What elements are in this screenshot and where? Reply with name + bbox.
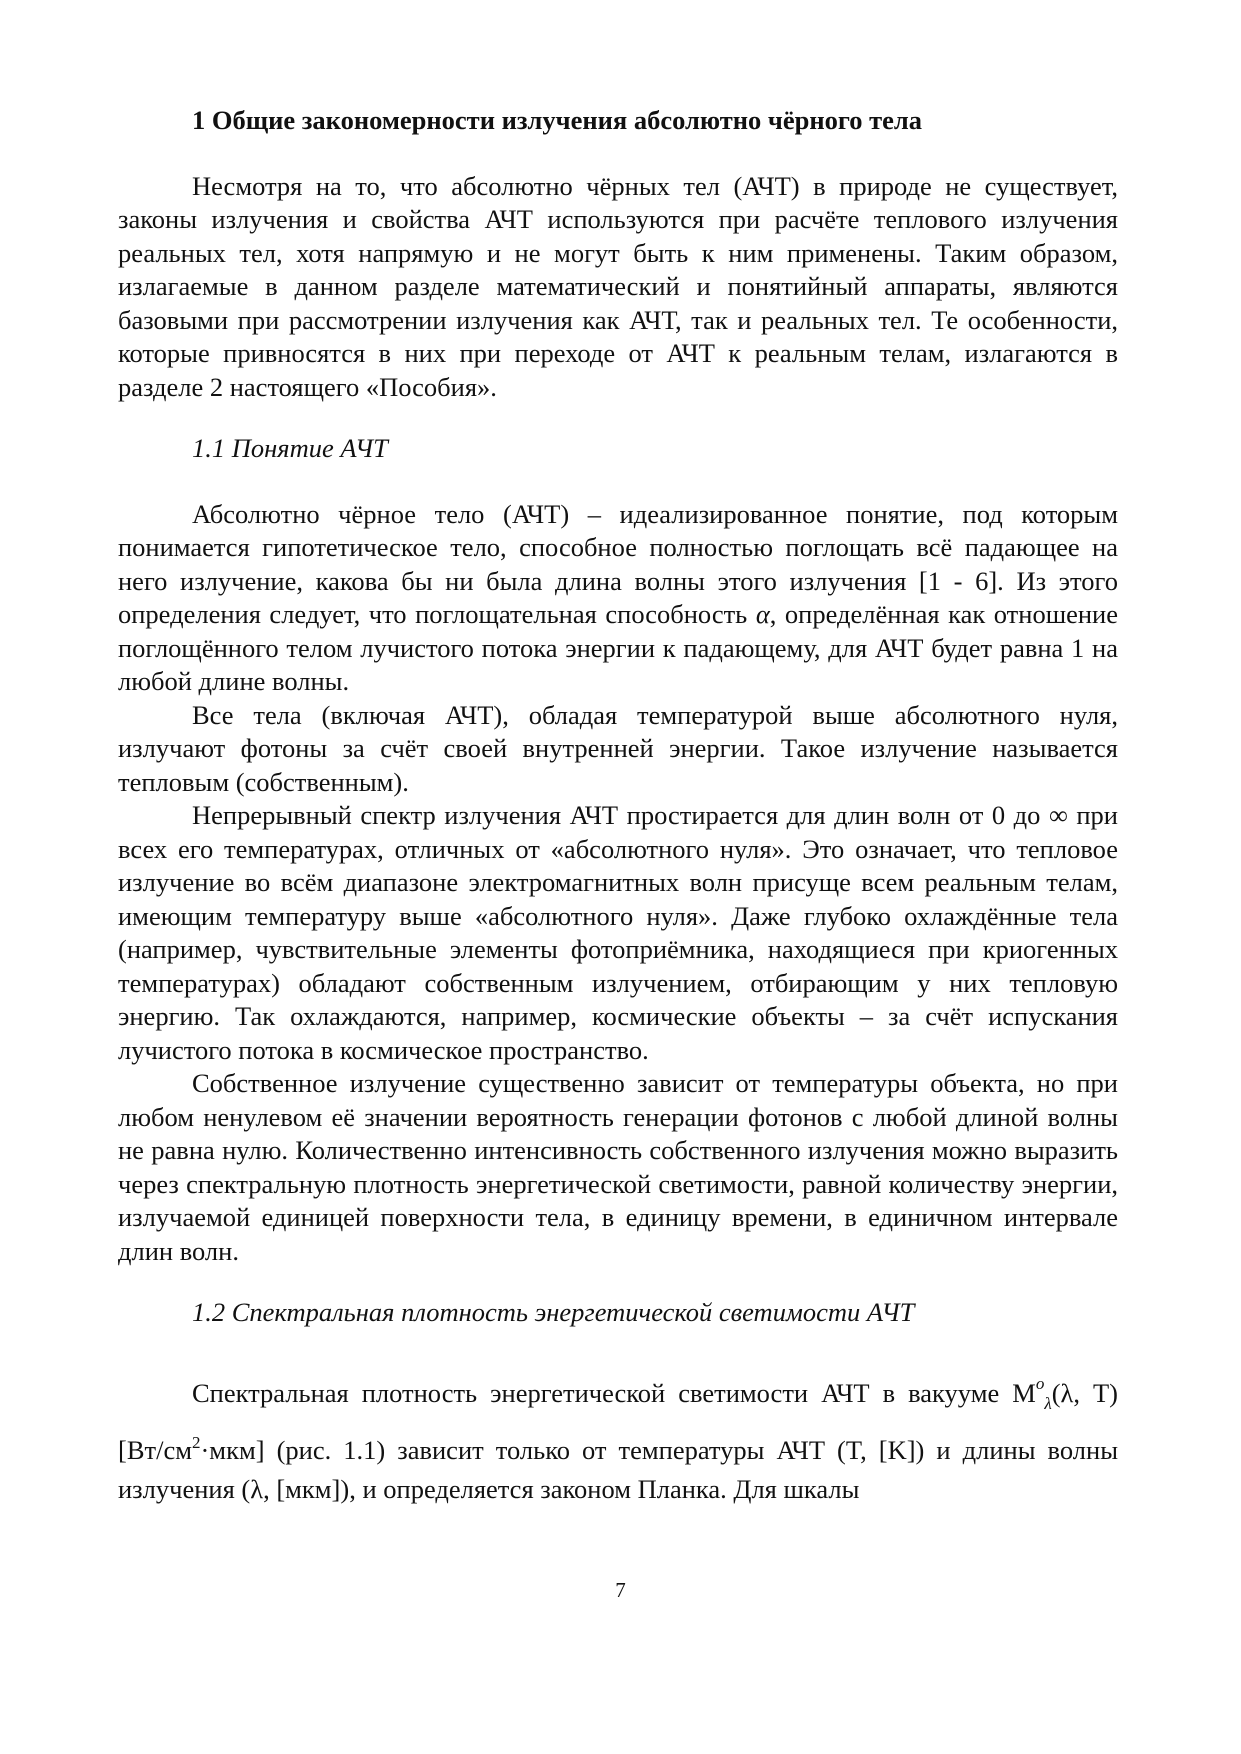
definition-text-end: , определённая как отношение поглощённого телом лучистого потока энергии к падающему, для АЧТ будет равна 1 на любой длине волны. (118, 599, 1118, 696)
paragraph-continuous-spectrum: Непрерывный спектр излучения АЧТ простирается для длин волн от 0 до ∞ при всех его температурах, отличных от «абсолютного нуля». Это означает, что тепловое излучение во всём диапазоне электромагнитных волн присуще всем реальным телам, имеющим температуру выше «абсолютного нуля». Даже глубоко охлаждённые тела (например, чувствительные элементы фотоприёмника, находящиеся при криогенных температурах) обладают собственным излучением, отбирающим у них тепловую энергию. Так охлаждаются, например, космические объекты – за счёт испускания лучистого потока в космическое пространство. (118, 800, 1118, 1065)
paragraph-spectral-density (118, 1364, 1118, 1509)
section-1-2-title: 1.2 Спектральная плотность энергетической светимости АЧТ (192, 1297, 915, 1327)
alpha-symbol: α (755, 599, 770, 629)
paragraph-thermal-radiation: Все тела (включая АЧТ), обладая температурой выше абсолютного нуля, излучают фотоны за счёт своей внутренней энергии. Такое излучение называется тепловым (собственным). (118, 699, 1118, 797)
spectral-text-start: Спектральная плотность энергетической светимости АЧТ в вакууме (192, 1377, 1013, 1408)
chapter-heading: 1 Общие закономерности излучения абсолютно чёрного тела (192, 105, 923, 135)
m-subscript: λ (1044, 1393, 1052, 1413)
paragraph-intrinsic-radiation: Собственное излучение существенно зависит от температуры объекта, но при любом ненулевом её значении вероятность генерации фотонов с любой длиной волны не равна нулю. Количественно интенсивность собственного излучения можно выразить через спектральную плотность энергетической светимости, равной количеству энергии, излучаемой единицей поверхности тела, в единицу времени, в единичном интервале длин волн. (118, 1068, 1118, 1266)
page-body (118, 104, 1118, 1509)
paragraph-definition (118, 498, 1118, 699)
spectral-text-rest: ·мкм] (рис. 1.1) зависит только от температуры АЧТ (T, [K]) и длины волны излучения (λ, [мкм]), и определяется законом Планка. Для шкалы (118, 1434, 1118, 1504)
m-symbol: M (1012, 1377, 1036, 1408)
spectral-args: (λ, T) [Вт/см (118, 1377, 1118, 1465)
definition-text-start: Абсолютно чёрное тело (АЧТ) – идеализированное понятие, под которым понимается гипотетическое тело, способное полностью поглощать всё падающее на него излучение, какова бы ни была длина волны этого излучения [1 - 6]. Из этого определения следует, что поглощательная способность (118, 498, 1118, 629)
m-superscript: o (1035, 1373, 1045, 1393)
unit-superscript: 2 (191, 1432, 201, 1452)
intro-paragraph: Несмотря на то, что абсолютно чёрных тел (АЧТ) в природе не существует, законы излучения и свойства АЧТ используются при расчёте теплового излучения реальных тел, хотя напрямую и не могут быть к ним применены. Таким образом, излагаемые в данном разделе математический и понятийный аппараты, являются базовыми при рассмотрении излучения как АЧТ, так и реальных тел. Те особенности, которые привносятся в них при переходе от АЧТ к реальным телам, излагаются в разделе 2 настоящего «Пособия». (118, 170, 1118, 402)
section-1-1-title: 1.1 Понятие АЧТ (192, 433, 388, 463)
page-number: 7 (615, 1578, 626, 1602)
